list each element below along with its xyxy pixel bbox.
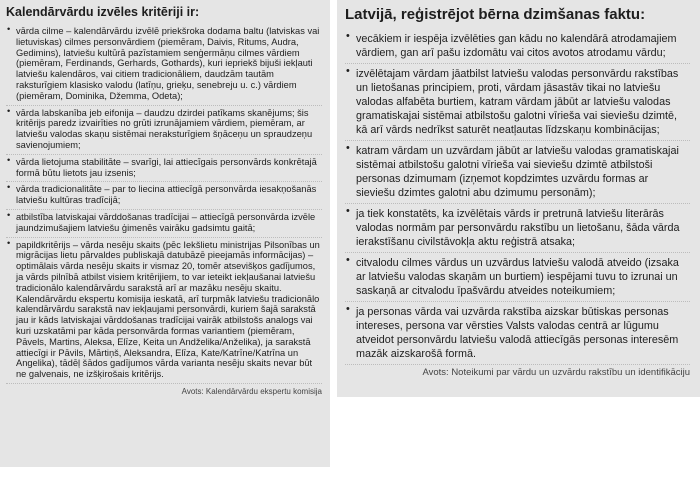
list-item: • papildkritērijs – vārda nesēju skaits (pēc Iekšlietu ministrijas Pilsonības un migrācijas lietu pārvaldes publiskajā datubāzē pieejamās informācijas) – optimālais vārda nesēju skaits ir vismaz 20, tomēr atsevišķos gadījumos, ja vārds pilnībā atbilst visiem kritērijiem, to var ieteikt iekļaušanai latviešu tradicionālo kalendārvārdu sarakstā arī ar mazāku nesēju skaitu. Kalendārvārdu ekspertu komisija ieskatā, arī turpmāk latviešu tradicionālo kalendārvārdu sarakstā nav iekļaujami personvārdi, kuriem šajā sarakstā jau ir kāds latviskajai vārddošanas tradīcijai vairāk atbilstošs analogs vai kuri uzskatāmi par kāda personvārda formas variantiem (piemēram, Pāvels, Martins, Aleksa, Elīze, Keita un Andželika/Anželika), ja sarakstā attiecīgi ir Pāvils, Mārtiņš, Aleksandra, Elīza, Kate/Katrīne/Katrīna un Angelika), tādēļ šādos gadījumos vārda varianta nesēju skaits nevar būt ne galvenais, ne izšķirošais kritērijs. — [6, 238, 322, 384]
criteria-title: Kalendārvārdu izvēles kritēriji ir: — [6, 5, 200, 19]
registration-source: Avots: Noteikumi par vārdu un uzvārdu rakstību un identifikāciju — [422, 367, 690, 378]
list-item: • atbilstība latviskajai vārddošanas tradīcijai – attiecīgā personvārda izvēle jaundzimušajiem latviešu ģimenēs vairāku gadsimtu gaitā; — [6, 210, 322, 238]
list-item: • vārda tradicionalitāte – par to liecina attiecīgā personvārda iesakņošanās latviešu kultūras tradīcijā; — [6, 182, 322, 210]
list-item: • vecākiem ir iespēja izvēlēties gan kādu no kalendārā atrodamajiem vārdiem, gan arī pašu izdomātu vai citos avotos atrodamu vārdu; — [345, 29, 690, 64]
list-item: • vārda lietojuma stabilitāte – svarīgi, lai attiecīgais personvārds konkrētajā formā būtu lietots jau izsenis; — [6, 155, 322, 183]
list-item: • izvēlētajam vārdam jāatbilst latviešu valodas personvārdu rakstības un lietošanas principiem, proti, vārdam jāsastāv tikai no latviešu valodas alfabēta burtiem, katram vārdam jābūt ar latviešu valodas gramatiskajai sistēmai atbilstošu galotni vīrieša vai sieviešu dzimtē, kā arī vārds nedrīkst saturēt neatļautas līdzskaņu kombinācijas; — [345, 64, 690, 141]
list-item: • katram vārdam un uzvārdam jābūt ar latviešu valodas gramatiskajai sistēmai atbilstošu galotni vīrieša vai sieviešu dzimtē atbilstoši personas dzimumam (izņemot kopdzimtes uzvārdu formas ar sieviešu dzimtes galotni abu dzimumu personām); — [345, 141, 690, 204]
registration-list — [345, 29, 690, 365]
list-item: • vārda labskanība jeb eifonija – daudzu dzirdei patīkams skanējums; šis kritērijs paredz izvairīties no grūti izrunājamiem vārdiem, piemēram, ar latviešu valodas skaņu sistēmai neraksturīgiem šņāceņu un spraudzeņu savienojumiem; — [6, 106, 322, 155]
list-item: • vārda cilme – kalendārvārdu izvēlē priekšroka dodama baltu (latviskas vai lietuviskas) cilmes personvārdiem (piemēram, Daivis, Ritums, Audra, Gedimins), latviešu kultūrā pazīstamiem senģermāņu cilmes vārdiem (piemēram, Ferdinands, Gerhards, Gothards), kuri iepriekš bijuši iekļauti latviešu kalendāros, vai citiem tradicionāliem, daudzām tautām raksturīgiem klasisko valodu (latīņu, grieķu, senebreju u. c.) vārdiem (piemēram, Dominika, Džemma, Odeta); — [6, 24, 322, 106]
registration-title: Latvijā, reģistrējot bērna dzimšanas faktu: — [345, 6, 646, 23]
registration-box — [337, 0, 700, 397]
list-item: • ja tiek konstatēts, ka izvēlētais vārds ir pretrunā latviešu literārās valodas normām par personvārdu rakstību un lietošanu, šāda vārda ierakstīšanu civilstāvokļa aktu reģistrā atsaka; — [345, 204, 690, 253]
criteria-box — [0, 0, 330, 467]
list-item: • ja personas vārda vai uzvārda rakstība aizskar būtiskas personas intereses, persona var vērsties Valsts valodas centrā ar lūgumu atveidot personvārdu latviešu valodā attiecīgās personas interesēm mazāk aizskarošā formā. — [345, 302, 690, 365]
list-item: • citvalodu cilmes vārdus un uzvārdus latviešu valodā atveido (izsaka ar latviešu valodas skaņām un burtiem) iespējami tuvu to izrunai un saskaņā ar citvalodu īpašvārdu atveides noteikumiem; — [345, 253, 690, 302]
criteria-source: Avots: Kalendārvārdu ekspertu komisija — [181, 386, 322, 396]
criteria-list — [6, 24, 322, 384]
